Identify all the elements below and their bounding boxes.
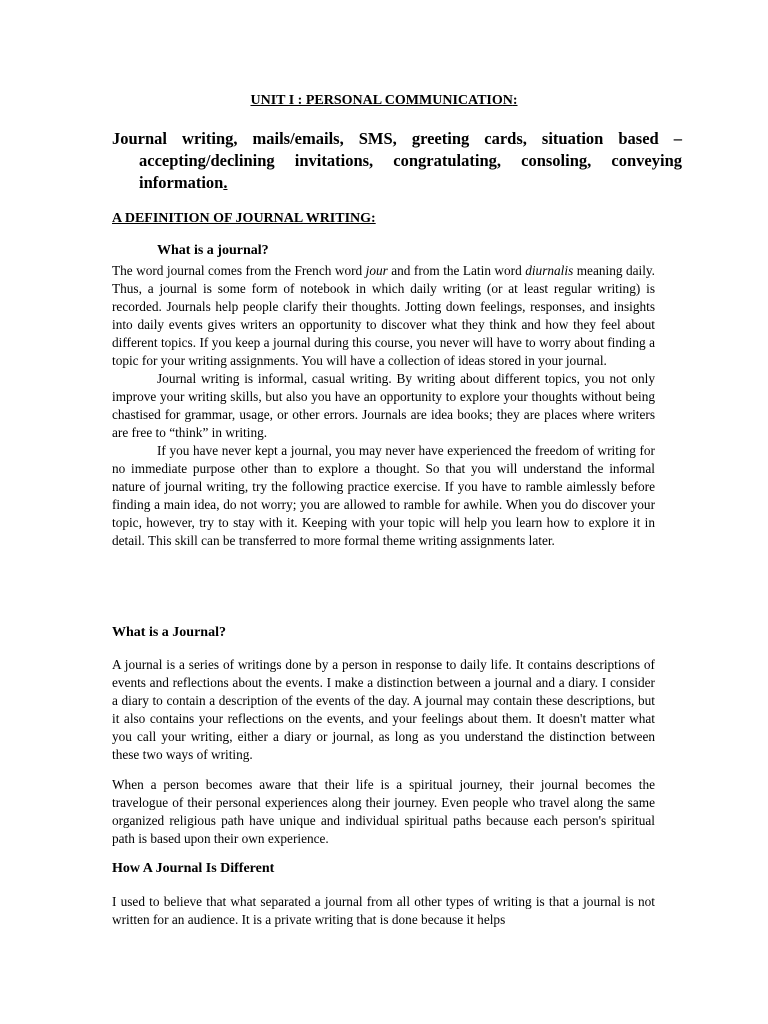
unit-topics: Journal writing, mails/emails, SMS, greeting cards, situation based – accepting/declining invitations, congratulating, consoling, conveying information. <box>112 129 682 192</box>
paragraph-journal-vs-diary: A journal is a series of writings done by a person in response to daily life. It contains descriptions of events and reflections about the events. I make a distinction between a journal and a diary. I consider a diary to contain a description of the events of the day. A journal may contain these descriptions, but it also contains your reflections on the events, and your feelings about them. It doesn't matter what you call your writing, either a diary or journal, as long as you understand the distinction between these two ways of writing. <box>112 657 655 762</box>
paragraph-spiritual-journey: When a person becomes aware that their life is a spiritual journey, their journal becomes the travelogue of their personal experiences along their journey. Even people who travel along the same organized religious path have unique and individual spiritual paths because each person's spiritual path is based upon their own experience. <box>112 777 655 846</box>
paragraph-practice-exercise: If you have never kept a journal, you may never have experienced the freedom of writing for no immediate purpose other than to explore a thought. So that you will understand the informal nature of journal writing, try the following practice exercise. If you have to ramble aimlessly before finding a main idea, do not worry; you are allowed to ramble for awhile. When you do discover your topic, however, try to stay with it. Keeping with your topic will help you learn how to explore it in detail. This skill can be transferred to more formal theme writing assignments later. <box>112 443 655 548</box>
how-journal-different-heading: How A Journal Is Different <box>112 861 275 876</box>
unit-title: UNIT I : PERSONAL COMMUNICATION: <box>250 93 518 108</box>
definition-heading: A DEFINITION OF JOURNAL WRITING: <box>112 211 376 226</box>
definition-section-body <box>112 262 655 550</box>
what-is-journal-heading: What is a journal? <box>157 243 269 258</box>
paragraph-informal-writing: Journal writing is informal, casual writing. By writing about different topics, you not only improve your writing skills, but also you have an opportunity to explore your thoughts without being chastised for grammar, usage, or other errors. Journals are idea books; they are places where writers are free to “think” in writing. <box>112 371 655 440</box>
paragraph-etymology: The word journal comes from the French word jour and from the Latin word diurnalis meaning daily. Thus, a journal is some form of notebook in which daily writing (or at least regular writing) is recorded. Journals help people clarify their thoughts. Jotting down feelings, responses, and insights into daily events gives writers an opportunity to discover what they think and how they feel about different topics. If you keep a journal during this course, you never will have to worry about finding a topic for your writing assignments. You will have a collection of ideas stored in your journal. <box>112 263 655 368</box>
paragraph-audience: I used to believe that what separated a journal from all other types of writing is that a journal is not written for an audience. It is a private writing that is done because it helps <box>112 894 655 927</box>
what-is-a-journal-heading: What is a Journal? <box>112 625 226 640</box>
